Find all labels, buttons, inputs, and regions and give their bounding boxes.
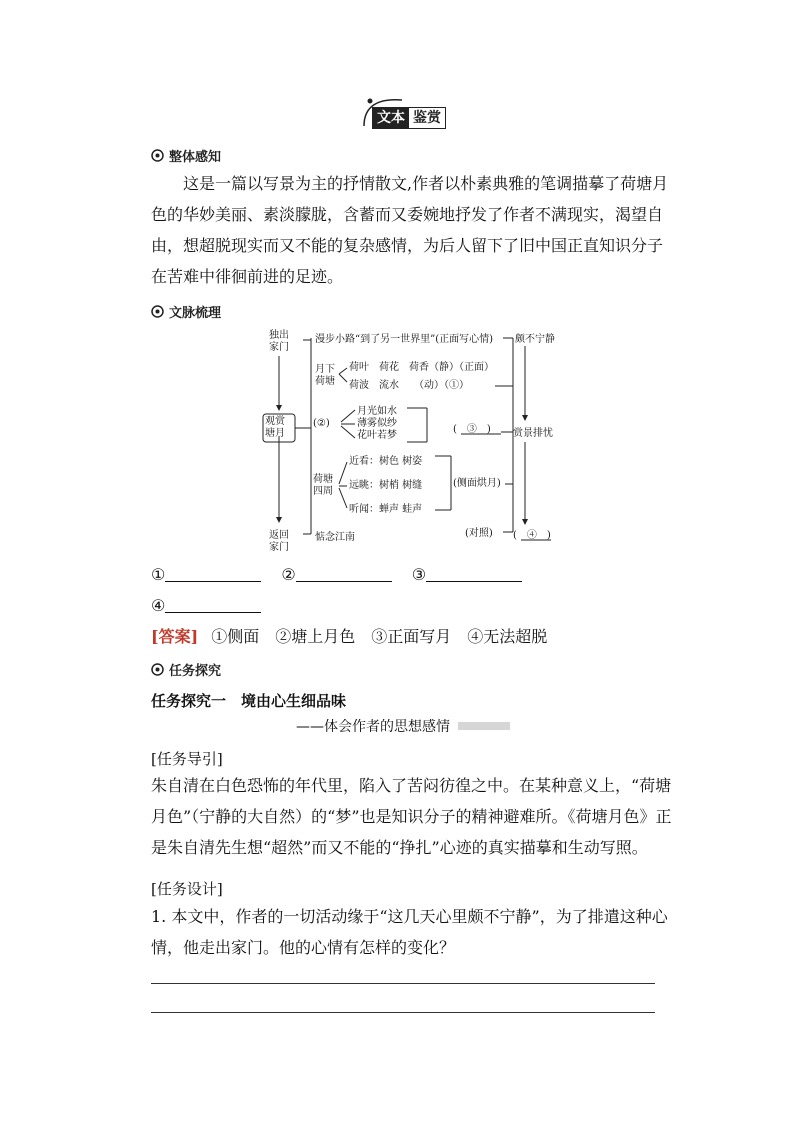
node-return-home: [269, 530, 289, 554]
node-moon-items: [357, 406, 397, 442]
node-side-contrast: (侧面烘月): [453, 478, 501, 489]
blank-row-1: [151, 565, 522, 584]
node-lotus-dynamic: 荷波 流水 （动）（①）: [349, 380, 469, 391]
node-blank-2: (②): [313, 418, 330, 429]
node-line: 塘月: [265, 428, 285, 439]
node-moon-pond: [315, 364, 335, 388]
node-lotus-static: 荷叶 荷花 荷香（静）（正面）: [349, 362, 494, 373]
blank-label: ②: [281, 565, 296, 584]
answer-line: [151, 624, 547, 647]
overall-paragraph: 这是一篇以写景为主的抒情散文,作者以朴素典雅的笔调描摹了荷塘月色的华妙美丽、素淡朦胧，含蓄而又委婉地抒发了作者不满现实，渴望自由，想超脱现实而又不能的复杂感情，为后人留下了旧中国正直知识分子在苦难中徘徊前进的足迹。: [151, 174, 669, 286]
badge-label-light: 鉴赏: [409, 108, 445, 128]
node-line: 荷塘: [315, 376, 335, 387]
blank-label: ③: [411, 565, 427, 584]
blank-label: ④: [151, 596, 166, 615]
section-heading-task: [151, 660, 221, 679]
blank-line[interactable]: [296, 567, 392, 582]
section-circle-icon: [151, 663, 164, 676]
node-line: 家门: [269, 542, 289, 553]
section-title: 文脉梳理: [169, 306, 222, 321]
section-heading-overall: [151, 146, 221, 165]
node-leave-home: [269, 330, 289, 354]
answer-text: ①侧面 ②塘上月色 ③正面写月 ④无法超脱: [211, 627, 548, 646]
node-hear: 听闻：蝉声 蛙声: [349, 504, 423, 515]
badge-box: [372, 107, 446, 129]
answer-line-1[interactable]: [151, 983, 655, 984]
node-line: 独出: [269, 330, 289, 341]
task-heading: 任务探究一 境由心生细品味: [151, 692, 347, 710]
node-line: 花叶若梦: [357, 430, 397, 441]
node-line: 观赏: [265, 416, 285, 427]
node-line: 返回: [269, 530, 289, 541]
section-title: 整体感知: [169, 150, 222, 165]
task-subtitle-text: ——体会作者的思想感情: [296, 719, 450, 735]
node-far-view: 远眺：树梢 树缝: [349, 480, 423, 491]
blank-line[interactable]: [426, 567, 522, 582]
node-blank-3: ( ③ ): [453, 424, 491, 435]
node-line: 月光如水: [357, 406, 397, 417]
blank-label: ①: [151, 565, 166, 584]
node-near-see: 近看：树色 树姿: [349, 456, 423, 467]
answer-tag: [答案]: [151, 627, 199, 646]
node-restless: 颇不宁静: [515, 334, 555, 345]
node-contrast: (对照): [465, 528, 493, 539]
node-line: 薄雾似纱: [357, 418, 397, 429]
node-line: 四周: [313, 486, 333, 497]
node-around-pond: [313, 474, 333, 498]
task-subtitle: [296, 716, 510, 736]
answer-line-2[interactable]: [151, 1012, 655, 1013]
section-heading-outline: [151, 302, 221, 321]
section-circle-icon: [151, 149, 164, 162]
blank-row-2: [151, 596, 261, 615]
node-blank-4: ( ④ ): [513, 530, 551, 541]
diagram-lines: [255, 324, 565, 556]
guide-label: [任务导引]: [151, 750, 223, 768]
section-circle-icon: [151, 305, 164, 318]
design-label: [任务设计]: [151, 880, 223, 898]
node-enjoy-relieve: 赏景排忧: [513, 428, 553, 439]
decorative-bar: [458, 722, 510, 730]
node-line: 月下: [315, 364, 335, 375]
blank-line[interactable]: [165, 598, 261, 613]
question-paragraph: 1. 本文中，作者的一切活动缘于“这几天心里颇不宁静”，为了排遣这种心情，他走出家门。他的心情有怎样的变化？: [151, 907, 668, 957]
node-enjoy-moon: [265, 416, 285, 440]
node-line: 家门: [269, 342, 289, 353]
guide-paragraph: 朱自清在白色恐怖的年代里，陷入了苦闷彷徨之中。在某种意义上，“荷塘月色”（宁静的大自然）的“梦”也是知识分子的精神避难所。《荷塘月色》正是朱自清先生想“超然”而又不能的“挣扎”心迹的真实描摹和生动写照。: [151, 776, 672, 857]
blank-line[interactable]: [165, 567, 261, 582]
node-walk-path: 漫步小路“到了另一世界里”(正面写心情): [315, 334, 494, 345]
node-line: 荷塘: [313, 474, 333, 485]
section-title: 任务探究: [169, 664, 222, 679]
structure-diagram: [255, 324, 565, 556]
node-miss-jiangnan: 惦念江南: [315, 532, 355, 543]
badge-label-dark: 文本: [373, 108, 409, 128]
section-badge: [358, 96, 468, 132]
